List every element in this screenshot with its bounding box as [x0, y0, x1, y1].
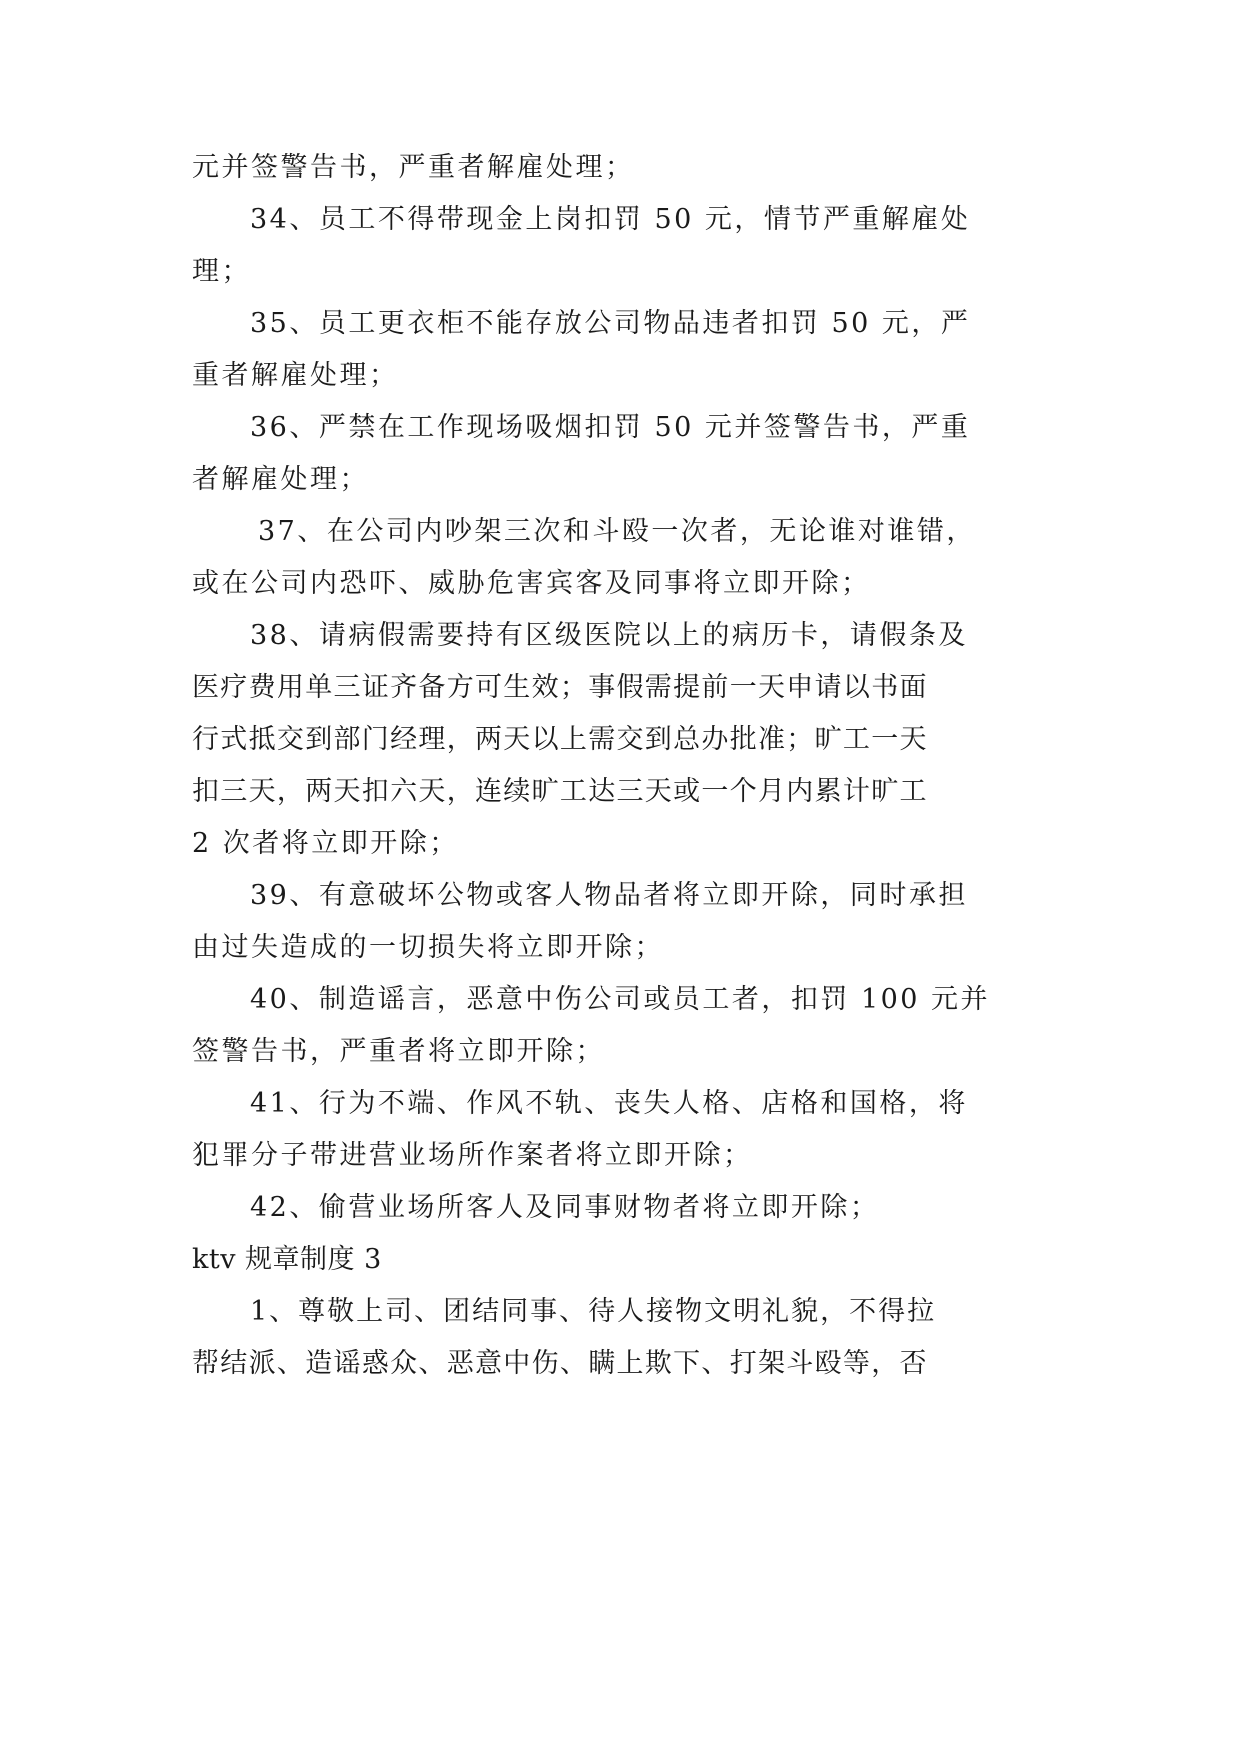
rule-38-line-1: 38、请病假需要持有区级医院以上的病历卡，请假条及 — [250, 620, 968, 651]
rule-37-line-1: 37、在公司内吵架三次和斗殴一次者，无论谁对谁错， — [258, 516, 976, 547]
rule-42-line-1: 42、偷营业场所客人及同事财物者将立即开除； — [250, 1192, 880, 1223]
rule-38-line-4: 扣三天，两天扣六天，连续旷工达三天或一个月内累计旷工 — [192, 776, 928, 807]
rule-38-line-2: 医疗费用单三证齐备方可生效；事假需提前一天申请以书面 — [192, 672, 928, 703]
rule-34-line-1: 34、员工不得带现金上岗扣罚 50 元，情节严重解雇处 — [250, 204, 971, 235]
section-heading: ktv 规章制度 3 — [192, 1244, 382, 1275]
rule-39-line-1: 39、有意破坏公物或客人物品者将立即开除，同时承担 — [250, 880, 968, 911]
rule-35-line-1: 35、员工更衣柜不能存放公司物品违者扣罚 50 元，严 — [250, 308, 971, 339]
rule-41-line-2: 犯罪分子带进营业场所作案者将立即开除； — [192, 1140, 753, 1171]
rule-34-line-2: 理； — [192, 256, 251, 287]
rule-41-line-1: 41、行为不端、作风不轨、丧失人格、店格和国格，将 — [250, 1088, 968, 1119]
rule-37-line-2: 或在公司内恐吓、威胁危害宾客及同事将立即开除； — [192, 568, 871, 599]
text-line: 元并签警告书，严重者解雇处理； — [192, 152, 635, 183]
rule-36-line-2: 者解雇处理； — [192, 464, 369, 495]
rule-36-line-1: 36、严禁在工作现场吸烟扣罚 50 元并签警告书，严重 — [250, 412, 971, 443]
rule-1-line-1: 1、尊敬上司、团结同事、待人接物文明礼貌，不得拉 — [250, 1296, 937, 1327]
rule-40-line-1: 40、制造谣言，恶意中伤公司或员工者，扣罚 100 元并 — [250, 984, 991, 1015]
rule-38-line-5: 2 次者将立即开除； — [192, 828, 459, 859]
rule-1-line-2: 帮结派、造谣惑众、恶意中伤、瞒上欺下、打架斗殴等，否 — [192, 1348, 928, 1379]
rule-40-line-2: 签警告书，严重者将立即开除； — [192, 1036, 605, 1067]
rule-39-line-2: 由过失造成的一切损失将立即开除； — [192, 932, 664, 963]
rule-38-line-3: 行式抵交到部门经理，两天以上需交到总办批准；旷工一天 — [192, 724, 928, 755]
rule-35-line-2: 重者解雇处理； — [192, 360, 399, 391]
